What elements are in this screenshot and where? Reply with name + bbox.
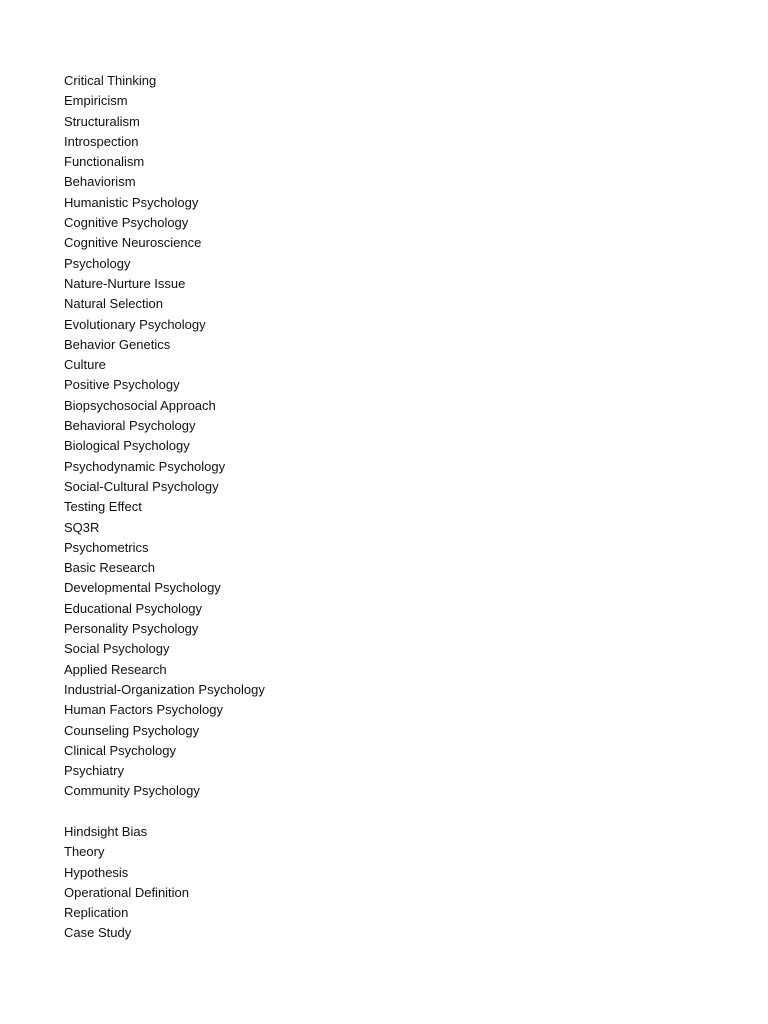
term-item: Replication (64, 905, 129, 921)
term-item: Basic Research (64, 560, 156, 576)
term-item: Community Psychology (64, 783, 200, 799)
term-item: Psychiatry (64, 763, 124, 779)
term-item: Nature-Nurture Issue (64, 275, 186, 291)
term-item: Educational Psychology (64, 600, 203, 616)
term-item: Testing Effect (64, 499, 142, 515)
term-list (64, 71, 265, 944)
term-item: Counseling Psychology (64, 722, 200, 738)
term-item: Human Factors Psychology (64, 702, 223, 718)
term-item: Biological Psychology (64, 438, 190, 454)
term-item: Behavioral Psychology (64, 418, 196, 434)
term-item: Social Psychology (64, 641, 170, 657)
term-item: Cognitive Psychology (64, 215, 189, 231)
term-item: Industrial-Organization Psychology (64, 681, 265, 697)
term-item: Critical Thinking (64, 73, 157, 88)
term-item: Developmental Psychology (64, 580, 221, 596)
term-item: Operational Definition (64, 884, 190, 900)
term-item: Applied Research (64, 661, 167, 677)
term-item: Functionalism (64, 154, 145, 170)
term-item: Positive Psychology (64, 377, 180, 393)
term-item: SQ3R (64, 519, 100, 535)
term-item: Theory (64, 844, 105, 860)
term-item: Structuralism (64, 113, 140, 129)
term-item: Behaviorism (64, 174, 136, 190)
term-item: Behavior Genetics (64, 336, 171, 352)
term-item: Introspection (64, 133, 139, 149)
term-item: Humanistic Psychology (64, 194, 199, 210)
term-item: Psychometrics (64, 539, 149, 555)
term-item: Case Study (64, 925, 132, 941)
term-item: Hypothesis (64, 864, 129, 880)
term-item: Social-Cultural Psychology (64, 478, 219, 494)
term-item: Biopsychosocial Approach (64, 397, 216, 413)
blank-line (64, 802, 265, 822)
term-item: Culture (64, 357, 106, 373)
term-item: Personality Psychology (64, 621, 199, 637)
term-item: Evolutionary Psychology (64, 316, 206, 332)
term-item: Psychology (64, 255, 131, 271)
term-item: Clinical Psychology (64, 742, 176, 758)
term-item: Empiricism (64, 93, 128, 109)
term-item: Cognitive Neuroscience (64, 235, 202, 251)
term-item: Psychodynamic Psychology (64, 458, 226, 474)
term-item: Natural Selection (64, 296, 163, 312)
term-item: Hindsight Bias (64, 823, 148, 839)
